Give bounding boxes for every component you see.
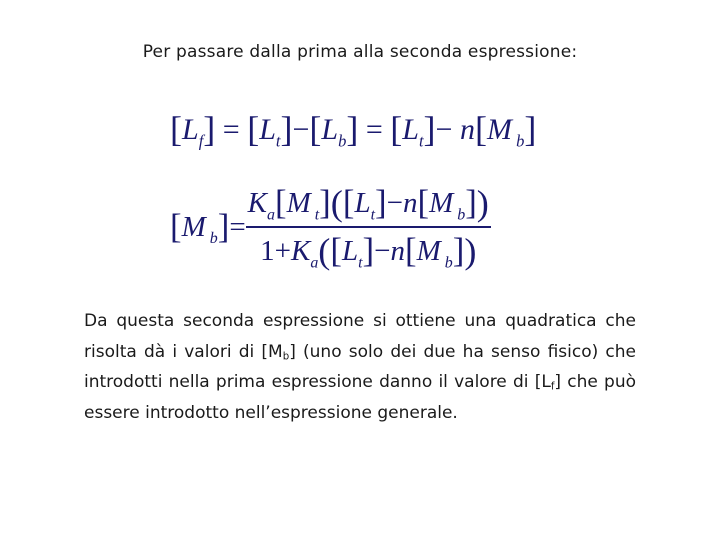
explanation-paragraph: Da questa seconda espressione si ottiene una quadratica che risolta dà i valori di $[M_b]$ (uno solo dei due ha senso fisico) che introdotti nella prima espressione danno il valore di $[L_f]$ che può essere introdotto nell’espressione generale. — [84, 311, 636, 423]
fraction: $\frac{K_a[M _t]([L_t]-n[M _b])}{1+K_a([L_t]-n[M _b])}$ — [247, 183, 489, 272]
equation-2: [M $_b$]= $\frac{K_a[M _t]([L_t]-n[M _b])}{1+K_a([L_t]-n[M _b])}$ — [170, 183, 489, 272]
page-heading: Per passare dalla prima alla seconda espressione: — [142, 42, 578, 62]
equation-1: $[L_f] = [L_t]-[L_b] = [L_t]- n[M$ $_b$] — [170, 109, 537, 151]
